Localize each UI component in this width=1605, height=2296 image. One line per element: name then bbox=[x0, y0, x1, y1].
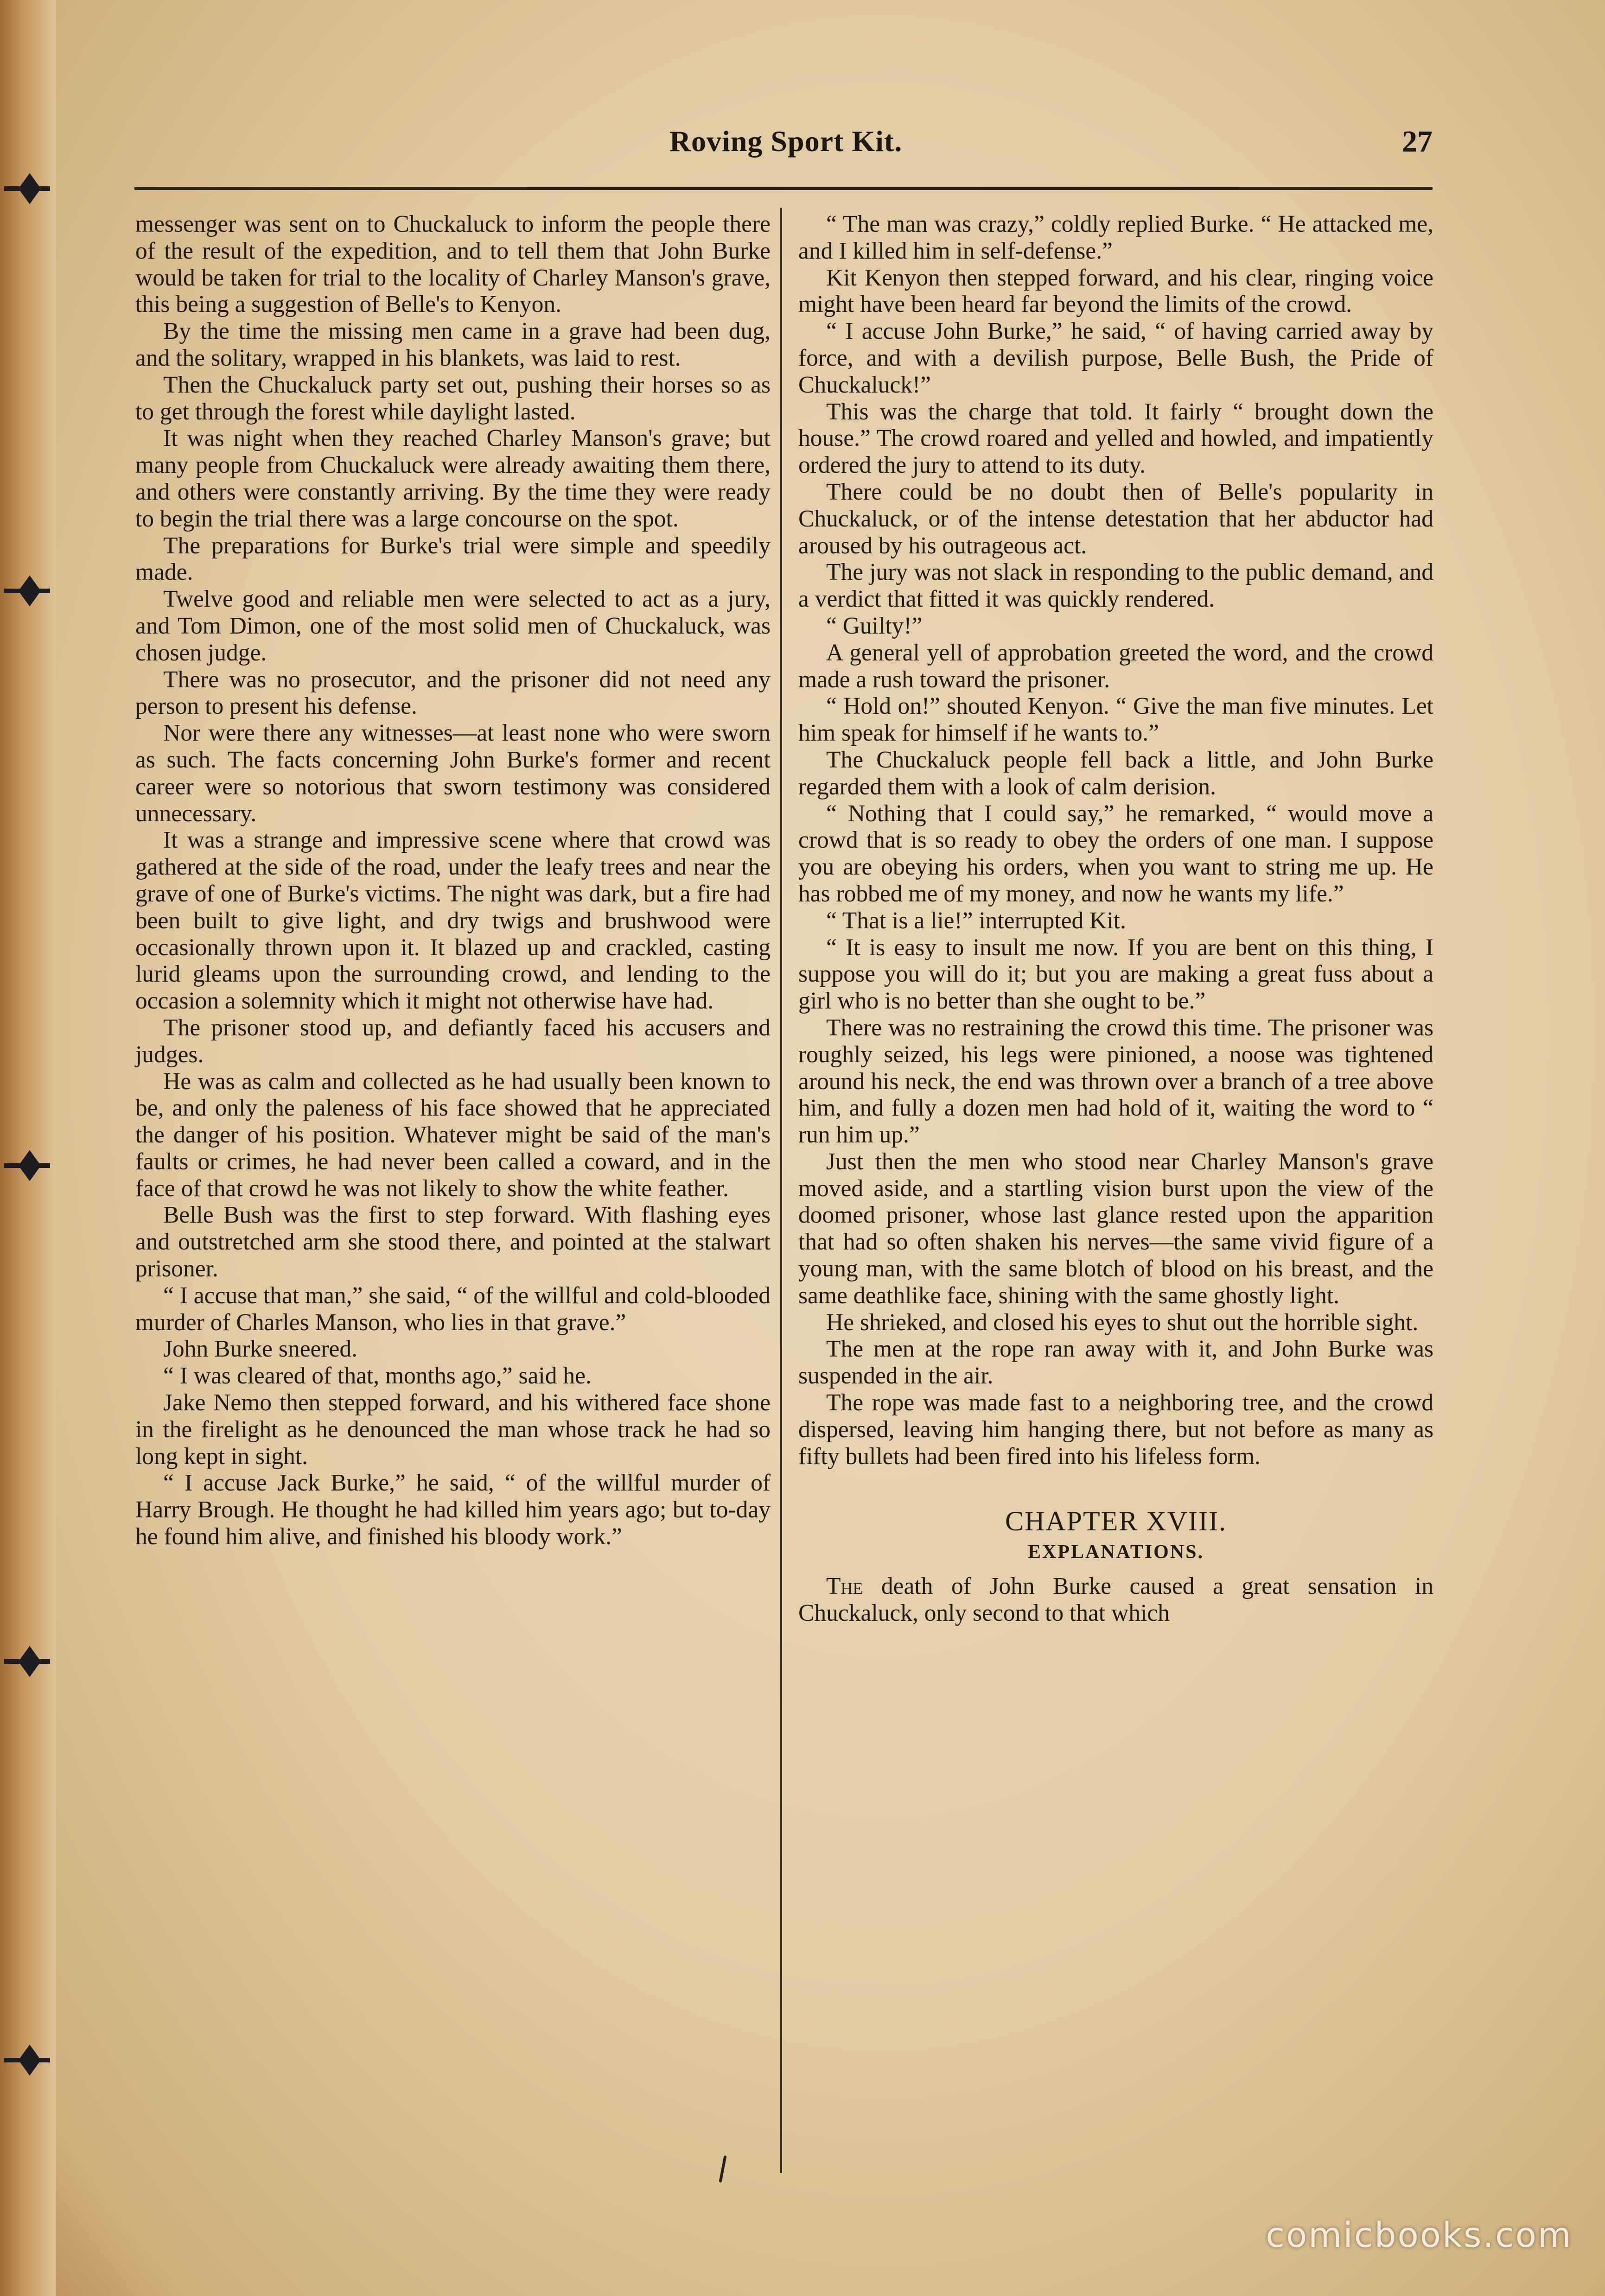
paragraph: “ I was cleared of that, months ago,” said he. bbox=[163, 1363, 592, 1389]
chapter-opening-paragraph bbox=[798, 1573, 1433, 1627]
chapter-title: CHAPTER XVIII. bbox=[1005, 1506, 1227, 1537]
paragraph: messenger was sent on to Chuckaluck to inform the people there of the result of the expedition, and to tell them that John Burke would be taken for trial to the locality of Charley Manson's grave, this being a suggestion of Belle's to Kenyon. bbox=[135, 211, 771, 318]
running-title: Roving Sport Kit. bbox=[669, 125, 903, 158]
paragraph: There could be no doubt then of Belle's popularity in Chuckaluck, or of the intense detestation that her abductor had aroused by his outrageous act. bbox=[798, 478, 1433, 559]
binding-stitch-icon bbox=[3, 575, 51, 607]
paragraph: The jury was not slack in responding to the public demand, and a verdict that fitted it was quickly rendered. bbox=[798, 559, 1433, 613]
binding-stitch-icon bbox=[3, 1149, 51, 1182]
paragraph: Jake Nemo then stepped forward, and his withered face shone in the firelight as he denounced the man whose track he had so long kept in sight. bbox=[135, 1389, 771, 1470]
paragraph: The rope was made fast to a neighboring tree, and the crowd dispersed, leaving him hanging there, but not before as many as fifty bullets had been fired into his lifeless form. bbox=[798, 1389, 1433, 1470]
watermark: comicbooks.com bbox=[1266, 2215, 1573, 2255]
page-header bbox=[139, 124, 1433, 175]
binding-stitch-icon bbox=[3, 2044, 51, 2076]
paragraph: John Burke sneered. bbox=[163, 1336, 358, 1363]
chapter-subtitle: EXPLANATIONS. bbox=[1027, 1541, 1204, 1563]
paragraph: It was night when they reached Charley Manson's grave; but many people from Chuckaluck were already awaiting them there, and others were constantly arriving. By the time they were ready to begin the trial there was a large concourse on the spot. bbox=[135, 425, 771, 532]
paragraph: “ I accuse that man,” she said, “ of the willful and cold-blooded murder of Charles Manson, who lies in that grave.” bbox=[135, 1282, 771, 1336]
page-binding-edge bbox=[0, 0, 56, 2296]
paragraph: “ Guilty!” bbox=[826, 612, 923, 639]
paragraph: Just then the men who stood near Charley Manson's grave moved aside, and a startling vision burst upon the view of the doomed prisoner, whose last glance rested upon the apparition that had so often shaken his nerves—the same vivid figure of a young man, with the same blotch of blood on his breast, and the same deathlike face, shining with the same ghostly light. bbox=[798, 1148, 1433, 1309]
paragraph: “ Nothing that I could say,” he remarked, “ would move a crowd that is so ready to obey the orders of one man. I suppose you are obeying his orders, when you want to string me up. He has robbed me of my money, and now he wants my life.” bbox=[798, 800, 1433, 907]
right-column bbox=[798, 211, 1433, 1627]
paragraph: Nor were there any witnesses—at least none who were sworn as such. The facts concerning John Burke's former and recent career were so notorious that sworn testimony was considered unnecessary. bbox=[135, 720, 771, 827]
opening-word: The bbox=[826, 1573, 863, 1600]
column-divider bbox=[780, 208, 782, 2173]
paragraph: “ Hold on!” shouted Kenyon. “ Give the man five minutes. Let him speak for himself if he wants to.” bbox=[798, 693, 1433, 747]
paragraph: The preparations for Burke's trial were simple and speedily made. bbox=[135, 532, 771, 586]
paragraph: He was as calm and collected as he had usually been known to be, and only the paleness of his face showed that he appreciated the danger of his position. Whatever might be said of the man's faults or crimes, he had never been called a coward, and in the face of that crowd he was not likely to show the white feather. bbox=[135, 1068, 771, 1202]
opening-text: death of John Burke caused a great sensation in Chuckaluck, only second to that which bbox=[798, 1573, 1433, 1627]
paragraph: There was no prosecutor, and the prisoner did not need any person to present his defense. bbox=[135, 666, 771, 720]
left-column bbox=[135, 211, 771, 1550]
paragraph: He shrieked, and closed his eyes to shut out the horrible sight. bbox=[826, 1309, 1419, 1336]
binding-stitch-icon bbox=[3, 1645, 51, 1678]
paragraph: The prisoner stood up, and defiantly faced his accusers and judges. bbox=[135, 1014, 771, 1068]
paragraph: “ I accuse John Burke,” he said, “ of having carried away by force, and with a devilish purpose, Belle Bush, the Pride of Chuckaluck!” bbox=[798, 318, 1433, 398]
page-number: 27 bbox=[1402, 125, 1433, 159]
paragraph: Then the Chuckaluck party set out, pushing their horses so as to get through the forest while daylight lasted. bbox=[135, 371, 771, 425]
paragraph: “ That is a lie!” interrupted Kit. bbox=[826, 907, 1126, 934]
paragraph: It was a strange and impressive scene where that crowd was gathered at the side of the road, under the leafy trees and near the grave of one of Burke's victims. The night was dark, but a fire had been built to give light, and dry twigs and brushwood were occasionally thrown upon it. It blazed up and crackled, casting lurid gleams upon the surrounding crowd, and lending to the occasion a solemnity which it might not otherwise have had. bbox=[135, 827, 771, 1015]
paragraph: This was the charge that told. It fairly “ brought down the house.” The crowd roared and yelled and howled, and impatiently ordered the jury to attend to its duty. bbox=[798, 398, 1433, 479]
paragraph: “ It is easy to insult me now. If you are bent on this thing, I suppose you will do it; but you are making a great fuss about a girl who is no better than she ought to be.” bbox=[798, 934, 1433, 1015]
binding-stitch-icon bbox=[3, 172, 51, 205]
paragraph: “ I accuse Jack Burke,” he said, “ of the willful murder of Harry Brough. He thought he had killed him years ago; but to-day he found him alive, and finished his bloody work.” bbox=[135, 1470, 771, 1550]
paragraph: Kit Kenyon then stepped forward, and his clear, ringing voice might have been heard far beyond the limits of the crowd. bbox=[798, 264, 1433, 318]
header-rule bbox=[134, 187, 1433, 190]
paragraph: The Chuckaluck people fell back a little, and John Burke regarded them with a look of calm derision. bbox=[798, 746, 1433, 800]
paragraph: There was no restraining the crowd this time. The prisoner was roughly seized, his legs were pinioned, a noose was tightened around his neck, the end was thrown over a branch of a tree above him, and fully a dozen men had hold of it, waiting the word to “ run him up.” bbox=[798, 1014, 1433, 1148]
paragraph: By the time the missing men came in a grave had been dug, and the solitary, wrapped in his blankets, was laid to rest. bbox=[135, 318, 771, 371]
paragraph: “ The man was crazy,” coldly replied Burke. “ He attacked me, and I killed him in self-defense.” bbox=[798, 211, 1433, 264]
paragraph: Belle Bush was the first to step forward. With flashing eyes and outstretched arm she stood there, and pointed at the stalwart prisoner. bbox=[135, 1202, 771, 1282]
paragraph: The men at the rope ran away with it, and John Burke was suspended in the air. bbox=[798, 1336, 1433, 1389]
chapter-heading bbox=[798, 1504, 1433, 1567]
paragraph: A general yell of approbation greeted the word, and the crowd made a rush toward the prisoner. bbox=[798, 639, 1433, 693]
paragraph: Twelve good and reliable men were selected to act as a jury, and Tom Dimon, one of the most solid men of Chuckaluck, was chosen judge. bbox=[135, 586, 771, 666]
ink-mark-icon bbox=[718, 2155, 728, 2183]
